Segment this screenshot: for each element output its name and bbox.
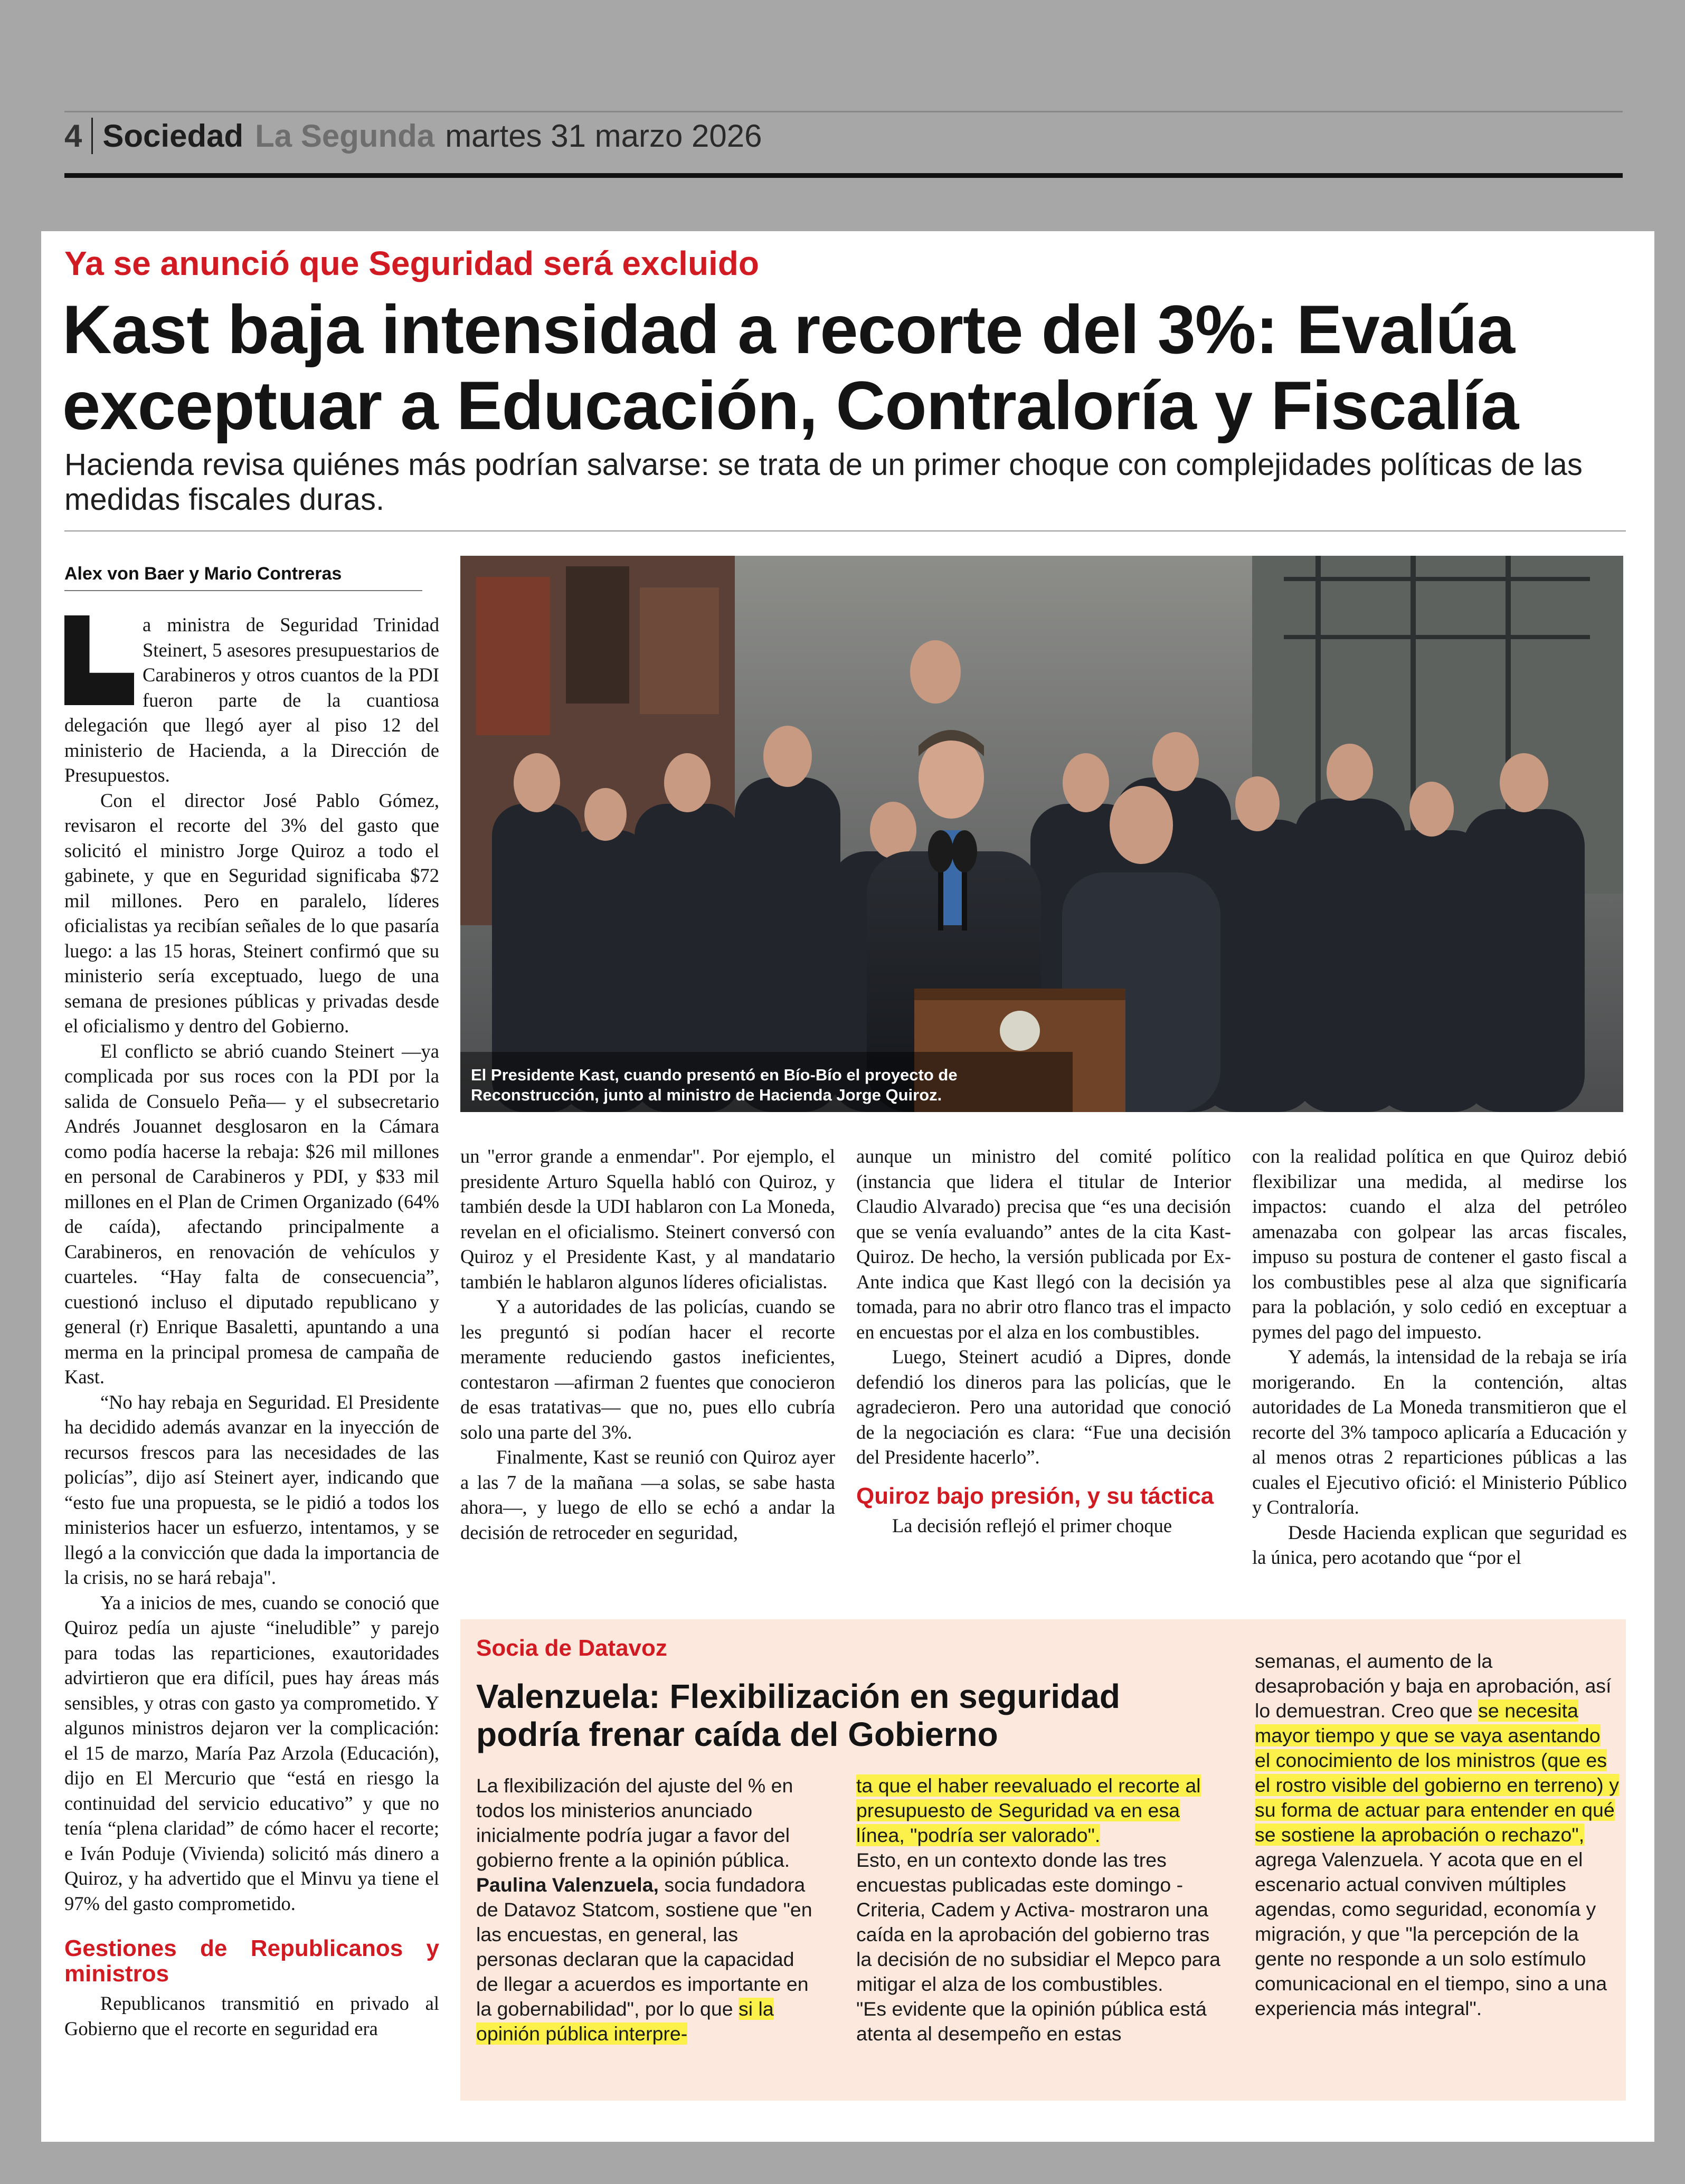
subheading-republicanos: Gestiones de Republicanos y ministros bbox=[64, 1935, 439, 1987]
sidebar-column-3 bbox=[1255, 1649, 1619, 2021]
sidebar-kicker: Socia de Datavoz bbox=[476, 1635, 667, 1661]
sidebar-column-1 bbox=[476, 1773, 819, 2046]
article-headline: Kast baja intensidad a recorte del 3%: Evalúa exceptuar a Educación, Contraloría y Fiscalía bbox=[62, 291, 1519, 444]
section-name: Sociedad bbox=[102, 118, 244, 154]
sidebar-column-2 bbox=[856, 1773, 1226, 2046]
paragraph: Desde Hacienda explican que seguridad es la única, pero acotando que “por el bbox=[1252, 1521, 1627, 1568]
subheading-quiroz: Quiroz bajo presión, y su táctica bbox=[856, 1483, 1214, 1509]
paragraph: Finalmente, Kast se reunió con Quiroz ayer a las 7 de la mañana —a solas, se sabe hasta ahora—, y luego de ello se echó a andar la decisión de retroceder en seguridad, bbox=[460, 1446, 835, 1543]
byline: Alex von Baer y Mario Contreras bbox=[64, 564, 342, 584]
header-bottom-rule bbox=[64, 173, 1623, 178]
paragraph: semanas, el aumento de la desaprobación y baja en aprobación, así lo demuestran. Creo que se necesita mayor tiempo y que se vaya asentando el conocimiento de los ministros (que es el rostro visible del gobierno en terreno) y su forma de actuar para entender en qué se sostiene la aprobación o rechazo", agrega Valenzuela. Y acota que en el escenario actual conviven múltiples agendas, como seguridad, economía y migración, y que "la percepción de la gente no responde a un solo estímulo comunicacional en el tiempo, sino a una experiencia más integral". bbox=[1255, 1650, 1619, 2019]
page-number: 4 bbox=[64, 118, 93, 154]
paragraph: Paulina Valenzuela, socia fundadora de Datavoz Statcom, sostiene que "en las encuestas, en general, las personas declaran que la capacidad de llegar a acuerdos es importante en la gobernabilidad", por lo que si la opinión pública interpre- bbox=[476, 1874, 812, 2045]
article-column-4 bbox=[1252, 1144, 1627, 1570]
issue-date: martes 31 marzo 2026 bbox=[445, 118, 762, 154]
paragraph: Esto, en un contexto donde las tres encuestas publicadas este domingo -Criteria, Cadem y Activa- mostraron una caída en la aprobación del gobierno tras la decisión de no subsidiar el Mepco para mitigar el alza de los combustibles. bbox=[856, 1849, 1220, 1995]
article-photo bbox=[460, 556, 1623, 1112]
paragraph: Republicanos transmitió en privado al Gobierno que el recorte en seguridad era bbox=[64, 1992, 439, 2039]
paragraph: La flexibilización del ajuste del % en todos los ministerios anunciado inicialmente podría jugar a favor del gobierno frente a la opinión pública. bbox=[476, 1774, 793, 1871]
paragraph: Ya a inicios de mes, cuando se conoció que Quiroz pedía un ajuste “ineludible” y parejo para todas las reparticiones, exautoridades advirtieron que era difícil, pues hay áreas más sensibles, y otras con gasto ya comprometido. Y algunos ministros dejaron ver la complicación: el 15 de marzo, María Paz Arzola (Educación), dijo en El Mercurio que “está en riesgo la continuidad del servicio educativo” y que no tenía “plena claridad” de cómo hacer el recorte; e Iván Poduje (Vivienda) solicitó más dinero a Quiroz, y ha advertido que el Minvu ya tiene el 97% del gasto comprometido. bbox=[64, 1591, 439, 1914]
paragraph: Y además, la intensidad de la rebaja se iría morigerando. En la contención, altas autoridades de La Moneda transmitieron que el recorte del 3% tampoco aplicaría a Educación y al menos otras 2 reparticiones públicas a las cuales el Ejecutivo ofició: el Ministerio Público y Contraloría. bbox=[1252, 1346, 1627, 1518]
paragraph: La decisión reflejó el primer choque bbox=[892, 1514, 1172, 1536]
highlighted-text: si la opinión pública interpre- bbox=[476, 1998, 774, 2045]
article-column-2 bbox=[460, 1144, 835, 1545]
sidebar-title: Valenzuela: Flexibilización en seguridad podría frenar caída del Gobierno bbox=[476, 1677, 1120, 1753]
paragraph: Con el director José Pablo Gómez, revisaron el recorte del 3% del gasto que solicitó el ministro Jorge Quiroz a todo el gabinete, y que en Seguridad significaba $72 mil millones. Pero en paralelo, líderes oficialistas ya recibían señales de lo que pasaría luego: a las 15 horas, Steinert confirmó que su ministerio sería exceptuado, luego de una semana de presiones públicas y privadas desde el oficialismo y dentro del Gobierno. bbox=[64, 789, 439, 1037]
paragraph: Luego, Steinert acudió a Dipres, donde defendió los dineros para las policías, que le agradecieron. Pero una autoridad que conoció de la negociación es clara: “Fue una decisión del Presidente hacerlo”. bbox=[856, 1346, 1231, 1468]
page-header bbox=[64, 117, 762, 154]
paragraph: a ministra de Seguridad Trinidad Steinert, 5 asesores presupuestarios de Carabineros y otros cuantos de la PDI fueron parte de la cuantiosa delegación que llegó ayer al piso 12 del ministerio de Hacienda, a la Dirección de Presupuestos. bbox=[64, 614, 439, 786]
paragraph: Y a autoridades de las policías, cuando se les preguntó si podían hacer el recorte meramente reduciendo gastos ineficientes, contestaron —afirman 2 fuentes que conocieron de esas tratativas— que no, pues ello cubría solo una parte del 3%. bbox=[460, 1296, 835, 1443]
paragraph: con la realidad política en que Quiroz debió flexibilizar una medida, al medirse los impactos: cuando el alza del petróleo amenazaba con golpear las arcas fiscales, impuso su postura de contener el gasto fiscal a los combustibles pese al alza que significaría para la población, y solo cedió en exceptuar a pymes del pago del impuesto. bbox=[1252, 1145, 1627, 1343]
article-kicker: Ya se anunció que Seguridad será excluido bbox=[64, 244, 759, 282]
article-column-1 bbox=[64, 612, 439, 2041]
highlighted-text: se necesita mayor tiempo y que se vaya asentando el conocimiento de los ministros (que es el rostro visible del gobierno en terreno) y su forma de actuar para entender en qué se sostiene la aprobación o rechazo", bbox=[1255, 1699, 1619, 1846]
photo-caption: El Presidente Kast, cuando presentó en Bío-Bío el proyecto de Reconstrucción, junto al ministro de Hacienda Jorge Quiroz. bbox=[471, 1066, 958, 1104]
press-conference-photo bbox=[460, 556, 1623, 1112]
newspaper-name: La Segunda bbox=[255, 118, 435, 154]
source-name: Paulina Valenzuela, bbox=[476, 1874, 659, 1896]
byline-divider bbox=[64, 590, 422, 591]
article-deck: Hacienda revisa quiénes más podrían salvarse: se trata de un primer choque con complejidades políticas de las medidas fiscales duras. bbox=[64, 448, 1583, 517]
paragraph: aunque un ministro del comité político (instancia que lidera el titular de Interior Claudio Alvarado) precisa que “es una decisión que se venía evaluando” antes de la cita Kast-Quiroz. De hecho, la versión publicada por Ex-Ante indica que Kast llegó con la decisión ya tomada, para no abrir otro flanco tras el impacto en encuestas por el alza en los combustibles. bbox=[856, 1145, 1231, 1343]
dropcap-l-glyph bbox=[64, 615, 134, 705]
article-column-3 bbox=[856, 1144, 1231, 1538]
header-top-rule bbox=[64, 111, 1623, 112]
paragraph: un "error grande a enmendar". Por ejemplo, el presidente Arturo Squella habló con Quiroz, y también desde la UDI hablaron con La Moneda, revelan en el oficialismo. Steinert conversó con Quiroz y el Presidente Kast, y al mandatario también le hablaron algunos líderes oficialistas. bbox=[460, 1145, 835, 1293]
paragraph: El conflicto se abrió cuando Steinert —ya complicada por sus roces con la PDI por la salida de Consuelo Peña— y el subsecretario Andrés Jouannet desglosaron en la Cámara como podía hacerse la rebaja: $26 mil millones en personal de Carabineros y PDI, y $33 mil millones en el Plan de Crimen Organizado (64% de caída), afectando principalmente a Carabineros, en renovación de vehículos y cuarteles. “Hay falta de consecuencia”, cuestionó incluso el diputado republicano y general (r) Enrique Basaletti, apuntando a una merma en la principal promesa de campaña de Kast. bbox=[64, 1040, 439, 1388]
paragraph: “No hay rebaja en Seguridad. El Presidente ha decidido además avanzar en la inyección de recursos frescos para las necesidades de las policías”, dijo así Steinert ayer, indicando que “esto fue una propuesta, se le pidió a todos los ministerios hacer un esfuerzo, intentamos, y se llegó a la convicción que dada la importancia de la crisis, no se hará rebaja". bbox=[64, 1391, 439, 1588]
paragraph bbox=[856, 1773, 1226, 1848]
deck-divider bbox=[64, 530, 1626, 531]
paragraph: "Es evidente que la opinión pública está atenta al desempeño en estas bbox=[856, 1998, 1207, 2045]
highlighted-text: ta que el haber reevaluado el recorte al presupuesto de Seguridad va en esa línea, "podría ser valorado". bbox=[856, 1774, 1201, 1846]
